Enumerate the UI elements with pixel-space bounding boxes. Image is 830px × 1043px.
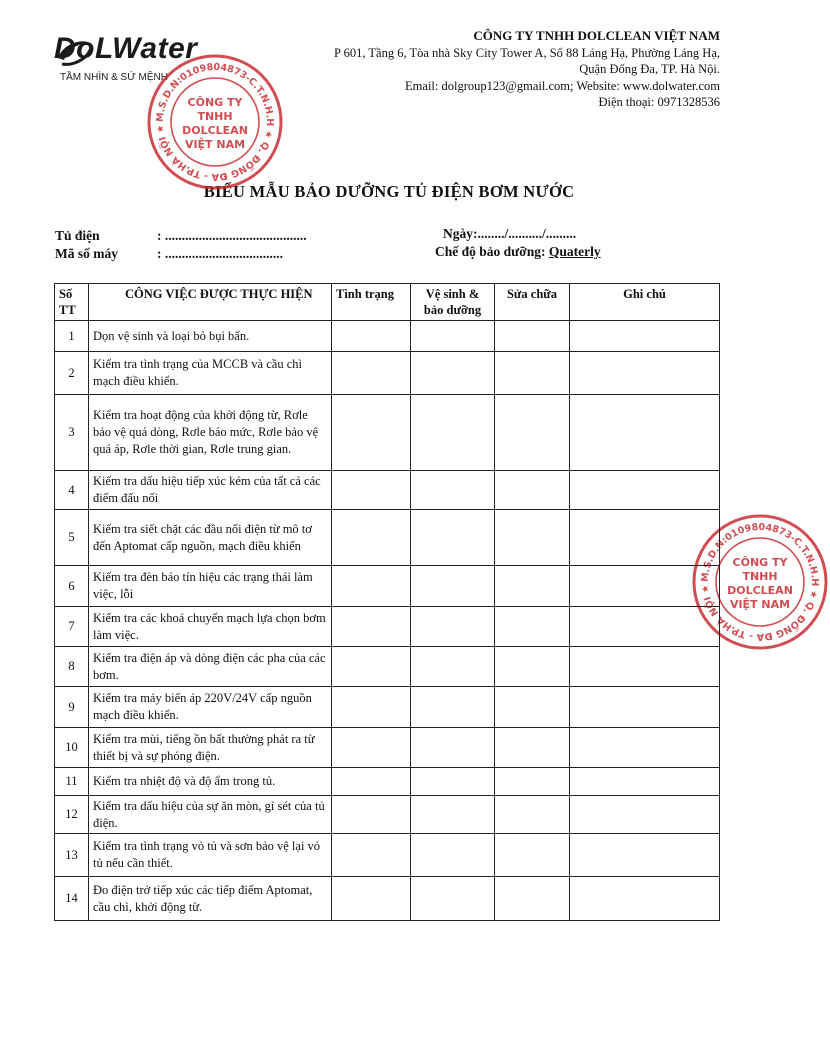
row-task: Kiểm tra dấu hiệu của sự ăn mòn, gỉ sét của tủ điện. bbox=[89, 796, 332, 834]
cell-status[interactable] bbox=[332, 395, 411, 471]
cell-note[interactable] bbox=[570, 728, 720, 768]
row-number: 11 bbox=[55, 768, 89, 796]
cell-clean[interactable] bbox=[411, 768, 495, 796]
cell-repair[interactable] bbox=[495, 834, 570, 877]
table-header-row bbox=[55, 284, 720, 321]
maintenance-mode-field bbox=[435, 243, 601, 261]
cell-note[interactable] bbox=[570, 647, 720, 687]
cell-status[interactable] bbox=[332, 321, 411, 352]
cell-clean[interactable] bbox=[411, 352, 495, 395]
date-field[interactable] bbox=[435, 225, 601, 243]
table-row bbox=[55, 510, 720, 566]
cell-note[interactable] bbox=[570, 352, 720, 395]
cell-note[interactable] bbox=[570, 395, 720, 471]
cell-repair[interactable] bbox=[495, 352, 570, 395]
ma-so-may-label: Mã số máy bbox=[55, 246, 118, 261]
header-status: Tình trạng bbox=[332, 284, 411, 321]
row-number: 13 bbox=[55, 834, 89, 877]
cell-clean[interactable] bbox=[411, 728, 495, 768]
header-note: Ghi chú bbox=[570, 284, 720, 321]
row-number: 8 bbox=[55, 647, 89, 687]
cell-clean[interactable] bbox=[411, 471, 495, 510]
logo-tagline: TẦM NHÌN & SỨ MỆNH bbox=[60, 72, 168, 83]
cell-repair[interactable] bbox=[495, 877, 570, 921]
table-row bbox=[55, 395, 720, 471]
cell-status[interactable] bbox=[332, 877, 411, 921]
cell-clean[interactable] bbox=[411, 834, 495, 877]
cell-status[interactable] bbox=[332, 796, 411, 834]
row-number: 12 bbox=[55, 796, 89, 834]
row-number: 4 bbox=[55, 471, 89, 510]
ma-so-may-value: : ................................... bbox=[157, 246, 283, 261]
side-stamp-line4: VIỆT NAM bbox=[729, 598, 791, 611]
cell-clean[interactable] bbox=[411, 510, 495, 566]
cell-clean[interactable] bbox=[411, 647, 495, 687]
cell-note[interactable] bbox=[570, 471, 720, 510]
row-number: 2 bbox=[55, 352, 89, 395]
table-row bbox=[55, 471, 720, 510]
cell-status[interactable] bbox=[332, 834, 411, 877]
cell-status[interactable] bbox=[332, 566, 411, 607]
cell-clean[interactable] bbox=[411, 607, 495, 647]
table-row bbox=[55, 687, 720, 728]
company-address-line1: P 601, Tầng 6, Tòa nhà Sky City Tower A, Số 88 Láng Hạ, Phường Láng Hạ, bbox=[334, 45, 720, 60]
side-stamp-line3: DOLCLEAN bbox=[727, 584, 793, 597]
form-title: BIỂU MẪU BẢO DƯỠNG TỦ ĐIỆN BƠM NƯỚC bbox=[203, 182, 575, 201]
header-stt: Số TT bbox=[55, 284, 89, 321]
company-contact: Email: dolgroup123@gmail.com; Website: www.dolwater.com bbox=[405, 78, 720, 93]
cell-status[interactable] bbox=[332, 768, 411, 796]
cell-note[interactable] bbox=[570, 877, 720, 921]
tu-dien-label: Tủ điện bbox=[55, 228, 100, 243]
row-task: Kiểm tra nhiệt độ và độ ẩm trong tủ. bbox=[89, 768, 332, 796]
table-row bbox=[55, 566, 720, 607]
table-row bbox=[55, 877, 720, 921]
cell-repair[interactable] bbox=[495, 395, 570, 471]
cell-repair[interactable] bbox=[495, 566, 570, 607]
cell-repair[interactable] bbox=[495, 607, 570, 647]
cell-clean[interactable] bbox=[411, 395, 495, 471]
table-row bbox=[55, 607, 720, 647]
cell-note[interactable] bbox=[570, 796, 720, 834]
row-number: 1 bbox=[55, 321, 89, 352]
table-row bbox=[55, 834, 720, 877]
row-task: Kiểm tra tình trạng vỏ tủ và sơn bảo vệ lại vỏ tủ nếu cần thiết. bbox=[89, 834, 332, 877]
cell-clean[interactable] bbox=[411, 796, 495, 834]
cell-repair[interactable] bbox=[495, 728, 570, 768]
info-right bbox=[435, 225, 601, 261]
row-task: Đo điện trở tiếp xúc các tiếp điểm Aptomat, cầu chì, khởi động từ. bbox=[89, 877, 332, 921]
cell-clean[interactable] bbox=[411, 566, 495, 607]
cell-status[interactable] bbox=[332, 647, 411, 687]
cell-repair[interactable] bbox=[495, 471, 570, 510]
row-task: Kiểm tra siết chặt các đầu nối điện từ mô tơ đến Aptomat cấp nguồn, mạch điều khiển bbox=[89, 510, 332, 566]
maintenance-mode-label: Chế độ bảo dưỡng: bbox=[435, 244, 549, 259]
row-number: 9 bbox=[55, 687, 89, 728]
company-seal-stamp bbox=[145, 52, 285, 192]
row-task: Kiểm tra điện áp và dòng điện các pha của các bơm. bbox=[89, 647, 332, 687]
logo-text: DoLWater bbox=[54, 32, 198, 65]
tu-dien-field[interactable] bbox=[55, 227, 307, 245]
cell-repair[interactable] bbox=[495, 687, 570, 728]
maintenance-mode-value: Quaterly bbox=[548, 244, 601, 259]
row-task: Kiểm tra mùi, tiếng ồn bất thường phát ra từ thiết bị và sự phóng điện. bbox=[89, 728, 332, 768]
stamp-line4: VIỆT NAM bbox=[184, 138, 246, 151]
cell-status[interactable] bbox=[332, 607, 411, 647]
side-stamp-line1: CÔNG TY bbox=[732, 556, 788, 569]
company-name: CÔNG TY TNHH DOLCLEAN VIỆT NAM bbox=[473, 28, 720, 43]
cell-note[interactable] bbox=[570, 566, 720, 607]
header-clean: Vệ sinh & bảo dưỡng bbox=[411, 284, 495, 321]
table-row bbox=[55, 647, 720, 687]
date-value: ......../........../......... bbox=[477, 226, 577, 241]
row-task: Kiểm tra tình trạng của MCCB và cầu chì mạch điều khiển. bbox=[89, 352, 332, 395]
table-row bbox=[55, 352, 720, 395]
header-repair: Sửa chữa bbox=[495, 284, 570, 321]
row-task: Kiểm tra máy biến áp 220V/24V cấp nguồn mạch điều khiển. bbox=[89, 687, 332, 728]
row-number: 5 bbox=[55, 510, 89, 566]
cell-note[interactable] bbox=[570, 687, 720, 728]
company-phone: Điện thoại: 0971328536 bbox=[598, 95, 720, 109]
row-number: 14 bbox=[55, 877, 89, 921]
row-number: 10 bbox=[55, 728, 89, 768]
header-task: CÔNG VIỆC ĐƯỢC THỰC HIỆN bbox=[89, 284, 332, 321]
side-stamp-ring-text: M.S.D.N:0109804873-C.T.N.H.H ★ Q. ĐỐNG ĐA - TP.HÀ NỘI ★ bbox=[699, 521, 821, 643]
company-address-line2: Quận Đống Đa, TP. Hà Nội. bbox=[579, 62, 720, 76]
tu-dien-value: : .......................................... bbox=[157, 228, 307, 243]
row-number: 3 bbox=[55, 395, 89, 471]
cell-note[interactable] bbox=[570, 321, 720, 352]
date-label: Ngày: bbox=[443, 226, 478, 241]
stamp-line3: DOLCLEAN bbox=[182, 124, 248, 137]
maintenance-table bbox=[54, 283, 720, 921]
company-info bbox=[240, 28, 720, 111]
cell-status[interactable] bbox=[332, 510, 411, 566]
cell-note[interactable] bbox=[570, 510, 720, 566]
cell-status[interactable] bbox=[332, 728, 411, 768]
row-task: Kiểm tra dấu hiệu tiếp xúc kém của tất cả các điểm đấu nối bbox=[89, 471, 332, 510]
table-row bbox=[55, 321, 720, 352]
stamp-ring-text: M.S.D.N:0109804873-C.T.N.H.H ★ Q. ĐỐNG ĐA - TP.HÀ NỘI ★ bbox=[154, 61, 276, 183]
side-stamp-line2: TNHH bbox=[742, 570, 778, 583]
ma-so-may-field[interactable] bbox=[55, 245, 307, 263]
cell-note[interactable] bbox=[570, 768, 720, 796]
cell-status[interactable] bbox=[332, 471, 411, 510]
table-row bbox=[55, 796, 720, 834]
row-task: Dọn vệ sinh và loại bỏ bụi bẩn. bbox=[89, 321, 332, 352]
cell-repair[interactable] bbox=[495, 647, 570, 687]
cell-repair[interactable] bbox=[495, 768, 570, 796]
table-row bbox=[55, 728, 720, 768]
row-number: 6 bbox=[55, 566, 89, 607]
table-row bbox=[55, 768, 720, 796]
info-left bbox=[55, 227, 307, 263]
stamp-line2: TNHH bbox=[197, 110, 233, 123]
cell-clean[interactable] bbox=[411, 687, 495, 728]
row-task: Kiểm tra hoạt động của khởi động từ, Rơle bảo vệ quá dòng, Rơle báo mức, Rơle bảo vệ quá áp, Rơle thời gian, Rơle trung gian. bbox=[89, 395, 332, 471]
cell-note[interactable] bbox=[570, 607, 720, 647]
row-number: 7 bbox=[55, 607, 89, 647]
cell-status[interactable] bbox=[332, 687, 411, 728]
row-task: Kiểm tra đèn báo tín hiệu các trạng thái làm việc, lỗi bbox=[89, 566, 332, 607]
row-task: Kiểm tra các khoá chuyển mạch lựa chọn bơm làm việc. bbox=[89, 607, 332, 647]
cell-clean[interactable] bbox=[411, 877, 495, 921]
cell-clean[interactable] bbox=[411, 321, 495, 352]
stamp-line1: CÔNG TY bbox=[187, 96, 243, 109]
cell-repair[interactable] bbox=[495, 796, 570, 834]
cell-repair[interactable] bbox=[495, 510, 570, 566]
cell-repair[interactable] bbox=[495, 321, 570, 352]
cell-note[interactable] bbox=[570, 834, 720, 877]
cell-status[interactable] bbox=[332, 352, 411, 395]
